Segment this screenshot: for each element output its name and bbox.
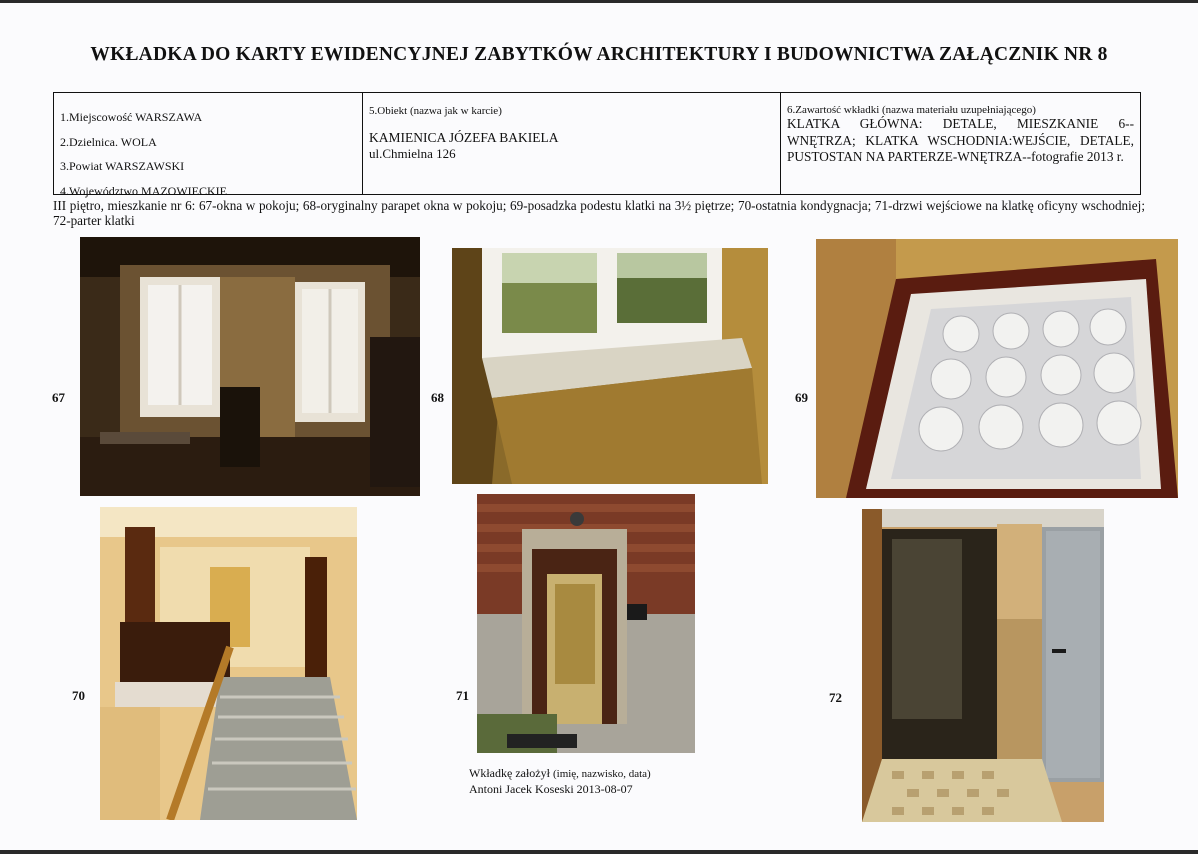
location-cell [54, 93, 363, 198]
photo-number-72: 72 [829, 690, 842, 705]
contents-label: 6.Zawartość wkładki (nazwa materiału uzupełniającego) [787, 104, 1036, 116]
photo-number-70: 70 [72, 688, 85, 703]
field-wojewodztwo: 4.Województwo MAZOWIECKIE [60, 183, 227, 198]
photo-description: III piętro, mieszkanie nr 6: 67-okna w pokoju; 68-oryginalny parapet okna w pokoju; 69-posadzka podestu klatki na 3½ piętrze; 70-ostatnia kondygnacja; 71-drzwi wejściowe na klatkę oficyny wschodniej; 72-parter klatki [53, 198, 1145, 228]
field-powiat: 3.Powiat WARSZAWSKI [60, 159, 185, 173]
object-cell [363, 93, 781, 194]
photo-number-67: 67 [52, 390, 65, 405]
footer-label: Wkładkę założył [469, 766, 550, 780]
photo-68-window-sill [452, 248, 768, 484]
object-label: 5.Obiekt (nazwa jak w karcie) [369, 105, 502, 117]
footer-author-date: Antoni Jacek Koseski 2013-08-07 [469, 782, 633, 796]
contents-text: KLATKA GŁÓWNA: DETALE, MIESZKANIE 6--WNĘTRZA; KLATKA WSCHODNIA:WEJŚCIE, DETALE, PUSTOSTAN NA PARTERZE-WNĘTRZA--fotografie 2013 r. [787, 116, 1134, 164]
footer-signature [469, 766, 651, 797]
photo-number-69: 69 [795, 390, 808, 405]
record-card-table [53, 92, 1141, 198]
footer-label-note: (imię, nazwisko, data) [552, 768, 651, 780]
photo-number-71: 71 [456, 688, 469, 703]
object-name: KAMIENICA JÓZEFA BAKIELA [369, 130, 559, 145]
photo-69-landing-floor [816, 239, 1178, 498]
bottom-scan-edge [0, 850, 1198, 854]
photo-72-ground-floor [862, 509, 1104, 822]
photo-67-room-windows [80, 237, 420, 496]
object-address: ul.Chmielna 126 [369, 146, 456, 161]
top-scan-edge [0, 0, 1198, 3]
field-dzielnica: 2.Dzielnica. WOLA [60, 134, 157, 149]
photo-number-68: 68 [431, 390, 444, 405]
page-title: WKŁADKA DO KARTY EWIDENCYJNEJ ZABYTKÓW ARCHITEKTURY I BUDOWNICTWA ZAŁĄCZNIK NR 8 [90, 44, 1108, 65]
contents-cell [781, 93, 1140, 194]
field-miejscowosc: 1.Miejscowość WARSZAWA [60, 110, 203, 124]
photo-70-top-floor-staircase [100, 507, 357, 820]
photo-71-entrance-door [477, 494, 695, 753]
